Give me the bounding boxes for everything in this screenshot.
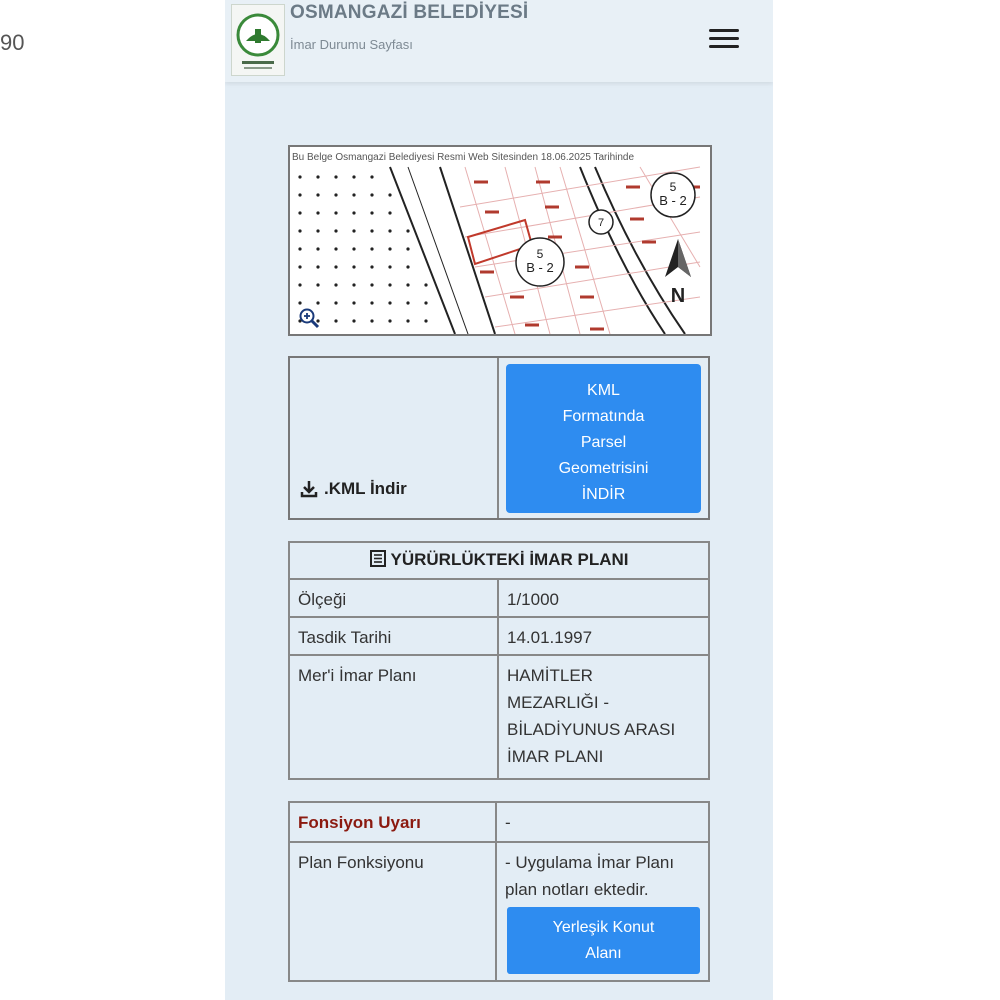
current-plan-line: HAMİTLER: [507, 666, 593, 685]
map-dot: [316, 211, 319, 214]
map-dot: [424, 301, 427, 304]
map-dot: [352, 283, 355, 286]
map-dot: [388, 229, 391, 232]
menu-icon[interactable]: [705, 22, 743, 56]
map-dot: [298, 283, 301, 286]
plan-function-value: [496, 842, 709, 981]
map-dot: [370, 283, 373, 286]
map-dot: [406, 229, 409, 232]
kml-divider: [497, 358, 499, 518]
map-dot: [370, 211, 373, 214]
function-warning-label: Fonsiyon Uyarı: [289, 802, 496, 842]
side-text: 90: [0, 30, 25, 55]
kml-download-label: .KML İndir: [324, 479, 407, 498]
map-caption: Bu Belge Osmangazi Belediyesi Resmi Web Sitesinden 18.06.2025 Tarihinde: [292, 152, 635, 163]
map-dot: [406, 319, 409, 322]
svg-text:5: 5: [536, 247, 544, 261]
page-title: OSMANGAZİ BELEDİYESİ: [290, 2, 529, 23]
map-dot: [370, 301, 373, 304]
map-dot: [316, 283, 319, 286]
document-icon: [370, 550, 386, 572]
parcel-map[interactable]: [288, 145, 712, 336]
map-dot: [298, 175, 301, 178]
map-dot: [388, 211, 391, 214]
map-dot: [352, 247, 355, 250]
approval-date-value: 14.01.1997: [498, 617, 709, 655]
municipality-logo-icon[interactable]: [231, 4, 285, 76]
plan-function-line: - Uygulama İmar Planı: [505, 853, 675, 872]
table-row: [289, 579, 709, 617]
plan-function-table: [288, 801, 710, 982]
residential-area-button[interactable]: [507, 907, 700, 974]
map-dot: [334, 193, 337, 196]
kml-download-link[interactable]: [300, 479, 407, 499]
table-row: [289, 617, 709, 655]
phone-screen: [225, 0, 773, 1000]
page-header: [225, 0, 773, 82]
map-dot: [352, 265, 355, 268]
plan-function-label: Plan Fonksiyonu: [289, 842, 496, 981]
map-dot: [352, 301, 355, 304]
map-dot: [334, 283, 337, 286]
map-dot: [316, 193, 319, 196]
kml-button-line: KML: [587, 382, 620, 399]
plan-function-line: plan notları ektedir.: [505, 880, 649, 899]
map-dot: [298, 211, 301, 214]
map-dot: [388, 319, 391, 322]
map-label-small: 7: [597, 217, 605, 229]
map-dot: [298, 247, 301, 250]
map-dot: [370, 175, 373, 178]
current-plan-line: İMAR PLANI: [507, 747, 604, 766]
residential-button-line: Yerleşik Konut: [552, 919, 655, 936]
map-dot: [352, 175, 355, 178]
map-dot: [370, 229, 373, 232]
map-dot: [352, 193, 355, 196]
svg-text:B - 2: B - 2: [659, 193, 687, 208]
map-drawing: [290, 147, 710, 334]
current-plan-line: MEZARLIĞI -: [507, 693, 610, 712]
zoning-plan-table: [288, 541, 710, 780]
map-dot: [316, 265, 319, 268]
svg-text:B - 2: B - 2: [526, 260, 554, 275]
map-dot: [334, 319, 337, 322]
map-dot: [298, 193, 301, 196]
map-dot: [334, 175, 337, 178]
kml-button-line: Formatında: [562, 408, 645, 425]
map-dot: [298, 229, 301, 232]
map-dot: [334, 247, 337, 250]
table-row: [289, 842, 709, 981]
zoning-plan-title: YÜRÜRLÜKTEKİ İMAR PLANI: [390, 549, 629, 569]
map-dot: [298, 301, 301, 304]
page-subtitle: İmar Durumu Sayfası: [290, 37, 413, 52]
download-icon: [300, 480, 318, 498]
map-dot: [424, 283, 427, 286]
map-dot: [334, 211, 337, 214]
approval-date-label: Tasdik Tarihi: [289, 617, 498, 655]
map-dot: [316, 301, 319, 304]
map-dot: [370, 247, 373, 250]
map-dot: [388, 265, 391, 268]
kml-button-line: Parsel: [580, 434, 627, 451]
map-dot: [388, 301, 391, 304]
map-dot: [424, 319, 427, 322]
map-dot: [406, 301, 409, 304]
current-plan-value: [498, 655, 709, 779]
map-dot: [388, 283, 391, 286]
kml-download-button[interactable]: [506, 364, 701, 513]
scale-label: Ölçeği: [289, 579, 498, 617]
map-dot: [388, 193, 391, 196]
map-dot: [406, 247, 409, 250]
map-dot: [388, 247, 391, 250]
map-dot: [316, 229, 319, 232]
current-plan-line: BİLADİYUNUS ARASI: [507, 720, 676, 739]
function-warning-value: -: [496, 802, 709, 842]
map-dot: [316, 175, 319, 178]
zoom-in-icon[interactable]: [298, 307, 320, 329]
map-dot: [370, 319, 373, 322]
map-dot: [298, 265, 301, 268]
map-dot: [334, 301, 337, 304]
map-dot: [334, 265, 337, 268]
table-row: [289, 655, 709, 779]
zoning-plan-heading: [289, 542, 709, 579]
map-dot: [406, 283, 409, 286]
map-dot: [352, 211, 355, 214]
map-dot: [352, 319, 355, 322]
kml-download-section: [288, 356, 710, 520]
map-dot: [370, 193, 373, 196]
table-row: [289, 802, 709, 842]
kml-button-line: İNDİR: [581, 486, 626, 503]
map-dot: [334, 229, 337, 232]
scale-value: 1/1000: [498, 579, 709, 617]
current-plan-label: Mer'i İmar Planı: [289, 655, 498, 779]
map-dot: [352, 229, 355, 232]
map-dot: [370, 265, 373, 268]
map-dot: [406, 265, 409, 268]
kml-button-line: Geometrisini: [558, 460, 649, 477]
residential-button-line: Alanı: [585, 945, 622, 962]
svg-text:5: 5: [669, 180, 677, 194]
north-arrow-icon: N: [670, 285, 686, 307]
map-dot: [316, 247, 319, 250]
